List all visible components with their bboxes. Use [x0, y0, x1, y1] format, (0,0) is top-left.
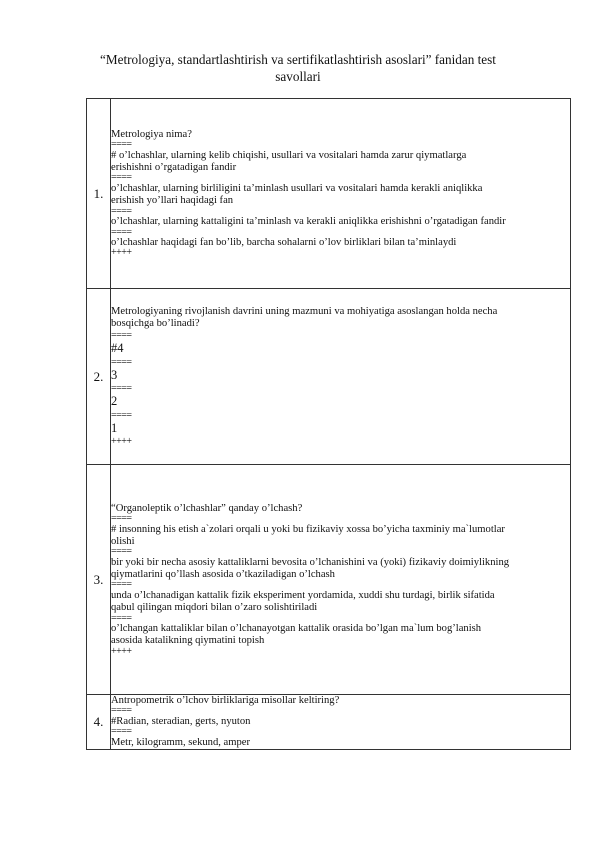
question-line: bir yoki bir necha asosiy kattaliklarni bevosita o’lchanishini va (yoki) fizikaviy doimiylikning	[111, 556, 510, 568]
question-line: o’lchashlar, ularning birliligini ta’minlash usullari va vositalari hamda kerakli aniqlikka	[111, 183, 483, 195]
end-marker-line: ++++	[111, 645, 132, 657]
separator-line: ====	[111, 330, 132, 342]
separator-line: ====	[111, 205, 132, 217]
question-line: #Radian, steradian, gerts, nyuton	[111, 715, 251, 727]
question-number: 1.	[87, 99, 111, 289]
separator-line: ====	[111, 409, 132, 421]
separator-line: ====	[111, 546, 132, 558]
separator-line: ====	[111, 226, 132, 238]
answer-option: 3	[111, 367, 118, 382]
question-line: o’lchangan kattaliklar bilan o’lchanayotgan kattalik orasida bo’lgan ma`lum bog’lanish	[111, 623, 482, 635]
question-line: Antropometrik o’lchov birliklariga misollar keltiring?	[111, 695, 340, 706]
separator-line: ====	[111, 726, 132, 738]
question-line: qiymatlarini qo’llash asosida o’tkaziladigan o’lchash	[111, 569, 335, 581]
separator-line: ====	[111, 705, 132, 717]
separator-line: ====	[111, 172, 132, 184]
question-body	[111, 695, 571, 750]
question-body	[111, 465, 571, 695]
question-line: o’lchashlar haqidagi fan bo’lib, barcha sohalarni o’lov birliklari bilan ta’minlaydi	[111, 237, 457, 249]
separator-line: ====	[111, 579, 132, 591]
document-title	[0, 51, 596, 85]
end-marker-line: ++++	[111, 436, 132, 448]
question-line: erishishni o’rgatadigan fandir	[111, 162, 237, 174]
question-number: 4.	[87, 695, 111, 750]
title-line-2: savollari	[275, 69, 321, 84]
question-line: Metrologiyaning rivojlanish davrini uning mazmuni va mohiyatiga asoslangan holda necha	[111, 305, 498, 317]
question-line: unda o’lchanadigan kattalik fizik eksperiment yordamida, xuddi shu turdagi, birlik sifatida	[111, 589, 495, 601]
question-line: erishish yo’llari haqidagi fan	[111, 195, 234, 207]
end-marker-line: ++++	[111, 247, 132, 259]
separator-line: ====	[111, 612, 132, 624]
question-body	[111, 289, 571, 465]
question-row	[87, 99, 571, 289]
separator-line: ====	[111, 512, 132, 524]
answer-option: 2	[111, 394, 118, 409]
question-row	[87, 465, 571, 695]
question-line: asosida katalikning qiymatini topish	[111, 635, 265, 647]
question-line: bosqichga bo’linadi?	[111, 318, 200, 329]
questions-table	[86, 98, 571, 750]
question-line: # o’lchashlar, ularning kelib chiqishi, usullari va vositalari hamda zarur qiymatlarga	[111, 149, 467, 161]
question-row	[87, 695, 571, 750]
answer-option: #4	[111, 341, 124, 356]
question-row	[87, 289, 571, 465]
separator-line: ====	[111, 383, 132, 395]
question-line: Metrologiya nima?	[111, 128, 192, 140]
separator-line: ====	[111, 356, 132, 368]
title-line-1: “Metrologiya, standartlashtirish va sertifikatlashtirish asoslari” fanidan test	[100, 52, 496, 67]
question-number: 2.	[87, 289, 111, 465]
question-line: # insonning his etish a`zolari orqali u yoki bu fizikaviy xossa bo’yicha taxminiy ma`lumotlar	[111, 523, 505, 535]
separator-line: ====	[111, 139, 132, 151]
question-line: qabul qilingan miqdori bilan o’zaro solishtiriladi	[111, 602, 318, 614]
question-body	[111, 99, 571, 289]
question-line: Metr, kilogramm, sekund, amper	[111, 736, 251, 748]
answer-option: 1	[111, 420, 118, 435]
question-line: “Organoleptik o’lchashlar” qanday o’lchash?	[111, 502, 303, 514]
question-line: o’lchashlar, ularning kattaligini ta’minlash va kerakli aniqlikka erishishni o’rgatadigan fandir	[111, 216, 506, 228]
question-line: olishi	[111, 535, 135, 547]
question-number: 3.	[87, 465, 111, 695]
